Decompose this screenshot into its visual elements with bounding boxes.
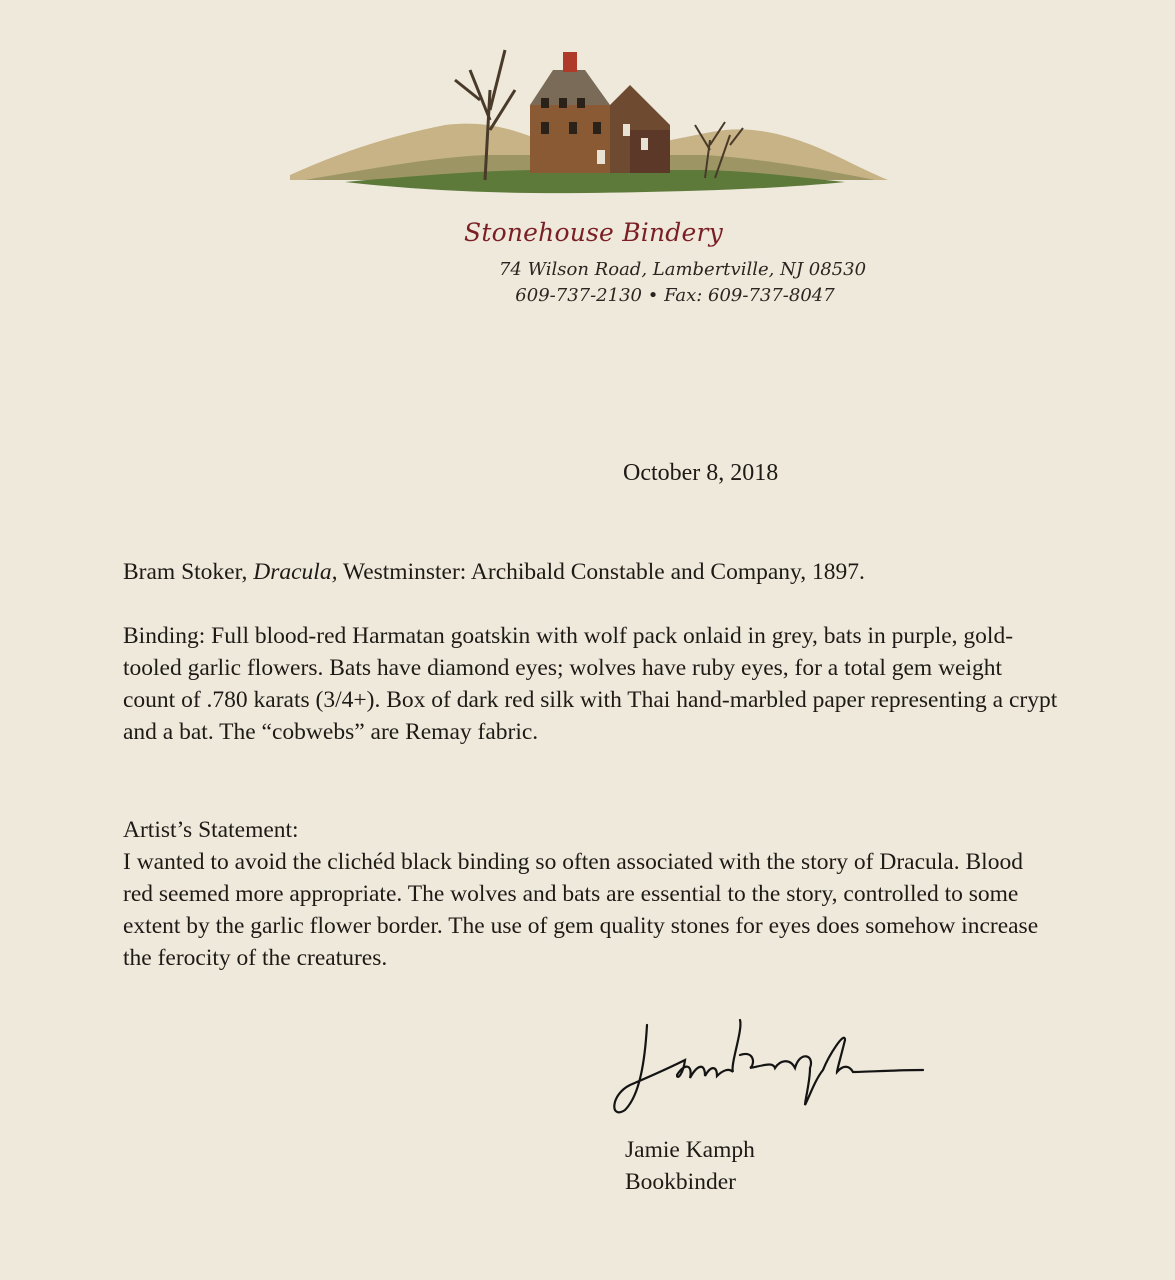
- fax-number: Fax: 609-737-8047: [664, 285, 835, 306]
- binding-description: Binding: Full blood-red Harmatan goatskin with wolf pack onlaid in grey, bats in purple, gold-tooled garlic flowers. Bats have diamond eyes; wolves have ruby eyes, for a total gem weight count of .780 karats (3/4+). Box of dark red silk with Thai hand-marbled paper representing a crypt and a bat. The “cobwebs” are Remay fabric.: [123, 623, 1058, 745]
- citation-title: Dracula,: [253, 559, 338, 585]
- citation-publisher: Westminster: Archibald Constable and Company, 1897.: [337, 559, 865, 585]
- letter-date: October 8, 2018: [623, 460, 779, 486]
- company-contact: [0, 285, 1175, 306]
- letterhead: [0, 0, 1175, 320]
- separator-bullet: •: [647, 285, 659, 306]
- company-name: Stonehouse Bindery: [464, 218, 723, 247]
- artist-statement: I wanted to avoid the clichéd black binding so often associated with the story of Dracula. Blood red seemed more appropriate. The wolves and bats are essential to the story, controlled to some extent by the garlic flower border. The use of gem quality stones for eyes does somehow increase the ferocity of the creatures.: [123, 849, 1039, 971]
- phone-number: 609-737-2130: [515, 285, 642, 306]
- signer-role: Bookbinder: [625, 1169, 736, 1195]
- stone-house-illustration: [285, 30, 890, 200]
- citation-author: Bram Stoker,: [123, 559, 254, 585]
- statement-heading: Artist’s Statement:: [123, 817, 299, 843]
- handwritten-signature: [605, 1010, 935, 1120]
- company-address: 74 Wilson Road, Lambertville, NJ 08530: [498, 259, 867, 280]
- signer-name: Jamie Kamph: [625, 1137, 755, 1163]
- book-citation: [123, 556, 1058, 588]
